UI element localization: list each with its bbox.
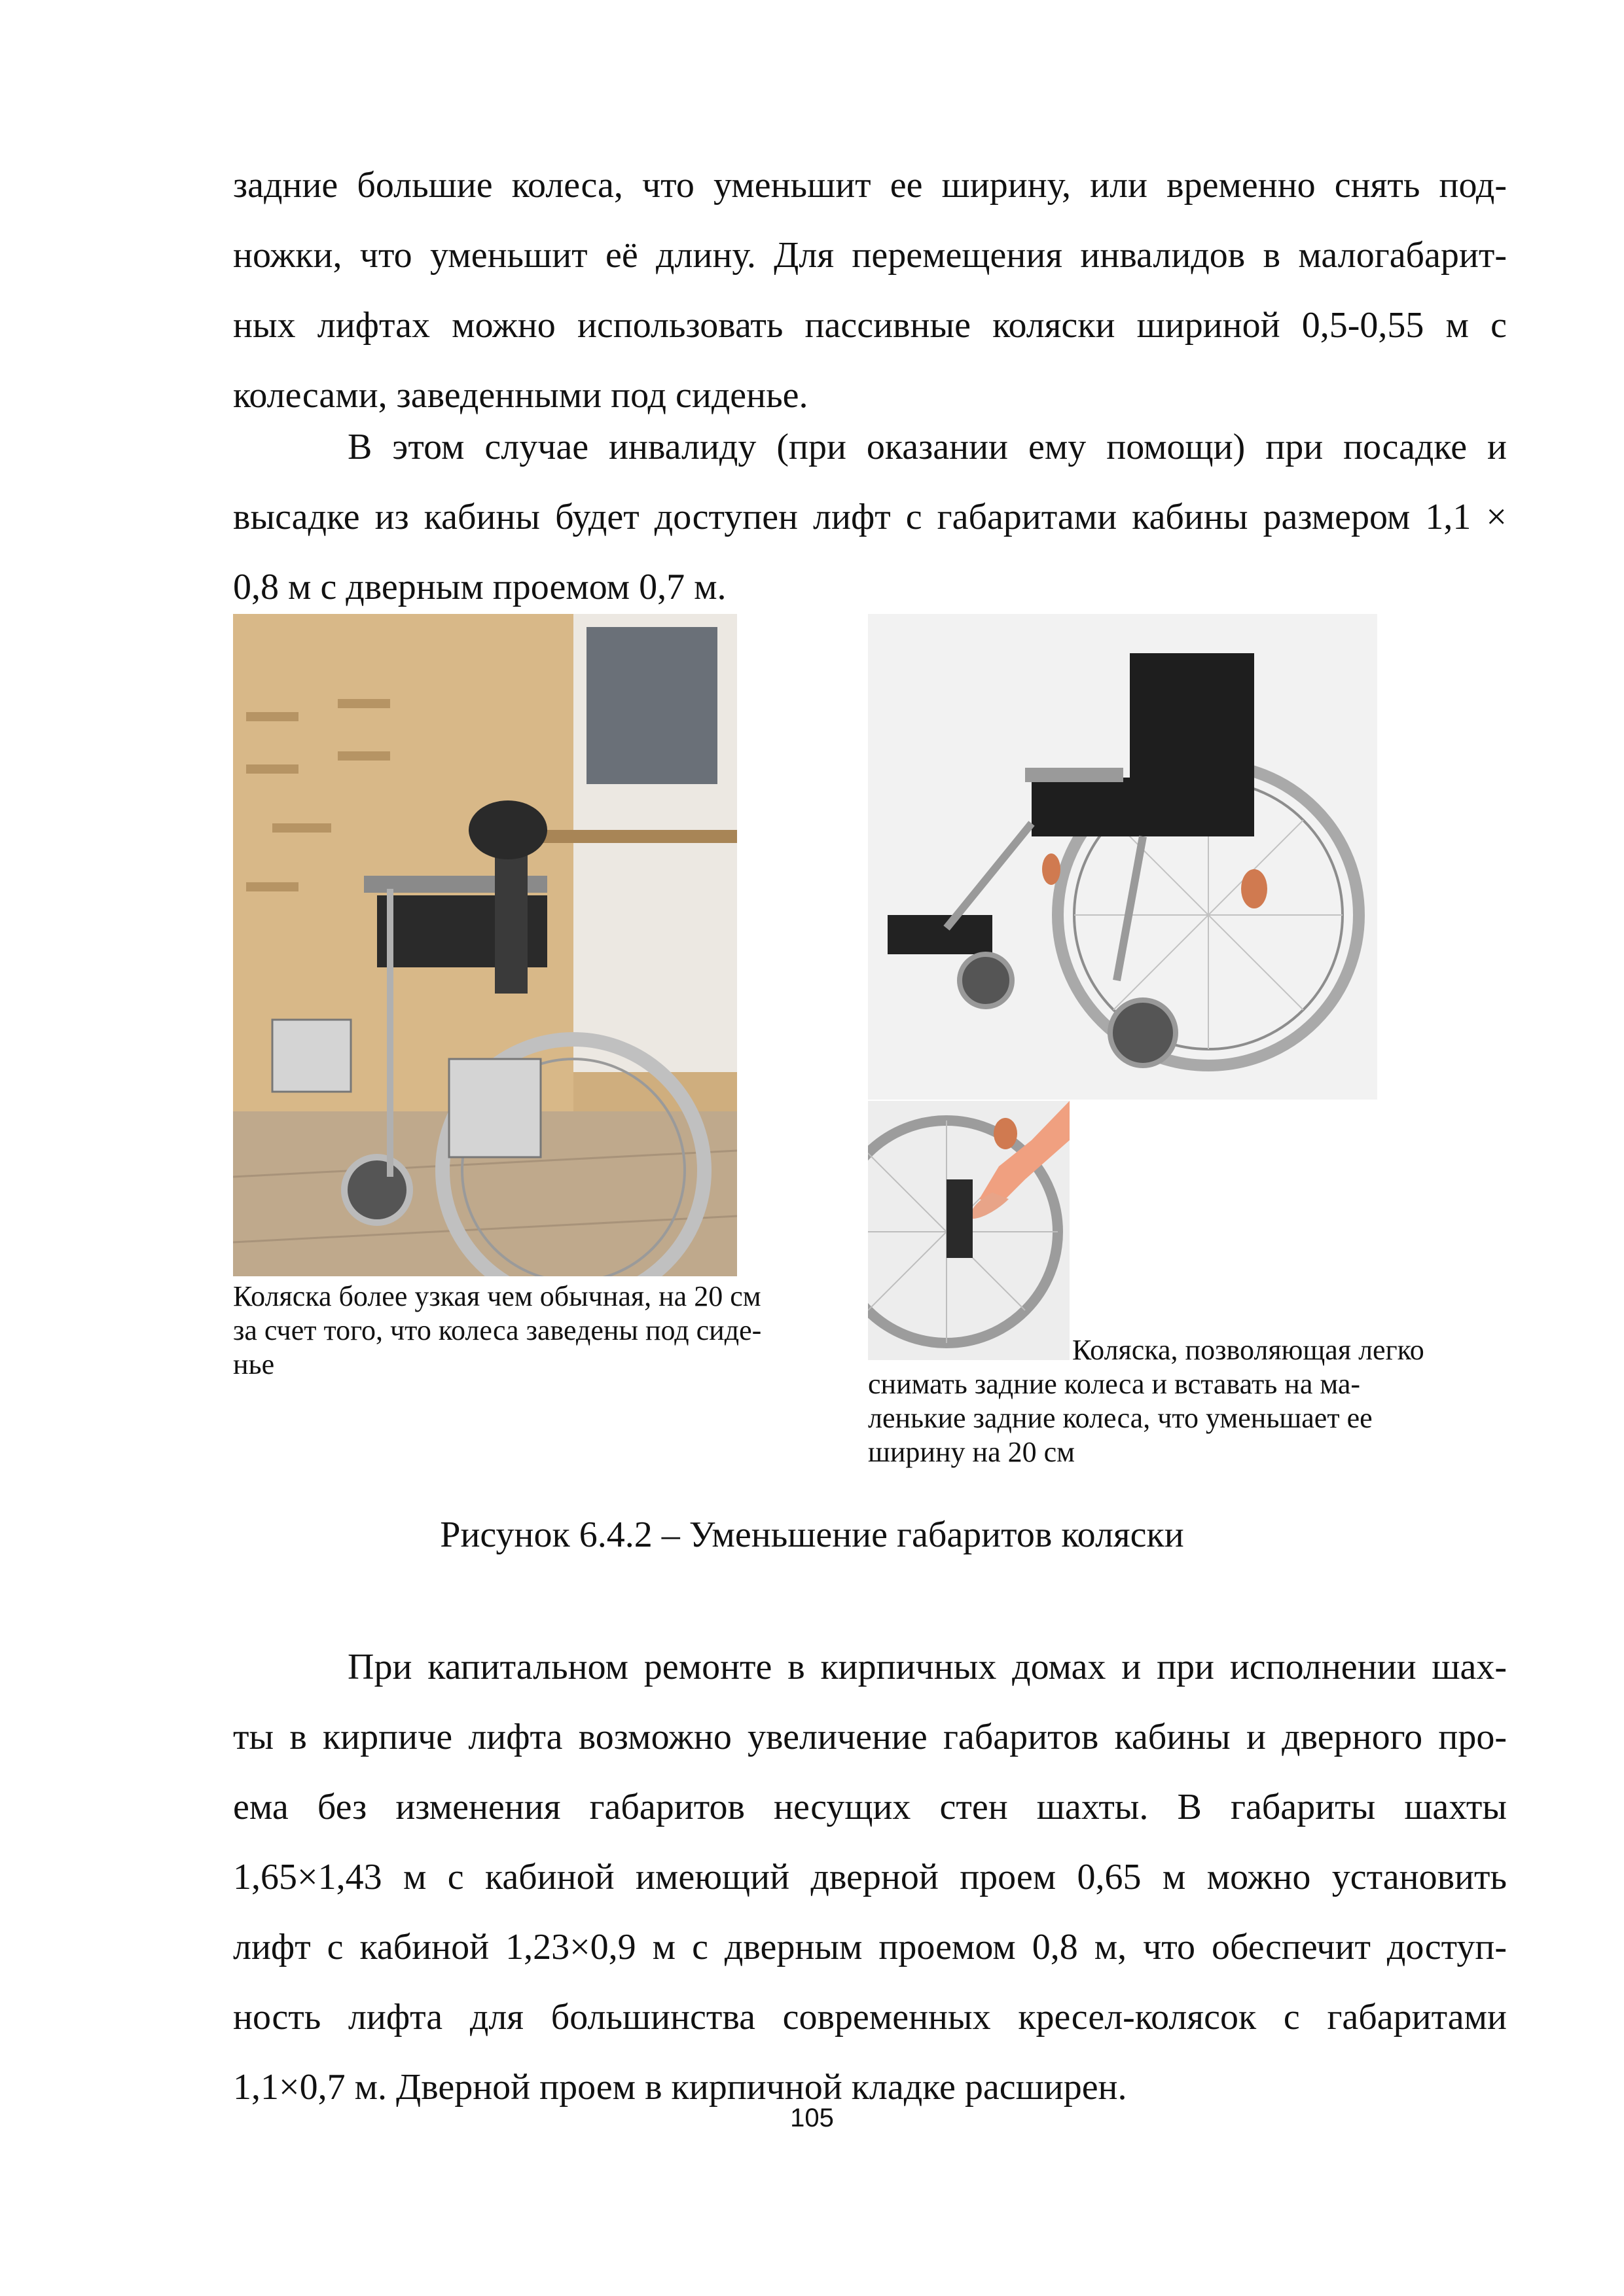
- text-line: При капитальном ремонте в кирпичных домах и при исполнении шах-: [348, 1647, 1507, 1687]
- figure-title: Рисунок 6.4.2 – Уменьшение габаритов коляски: [440, 1515, 1184, 1555]
- left-photo-caption: [233, 1280, 822, 1382]
- text-line: задние большие колеса, что уменьшит ее ширину, или временно снять под-: [233, 165, 1507, 206]
- caption-line: ленькие задние колеса, что уменьшает ее: [868, 1402, 1373, 1434]
- narrow-wheelchair-photo: [233, 614, 737, 1276]
- text-line: В этом случае инвалиду (при оказании ему помощи) при посадке и: [348, 427, 1507, 467]
- caption-line: Коляска более узкая чем обычная, на 20 см: [233, 1280, 761, 1312]
- text-line: 0,8 м с дверным проемом 0,7 м.: [233, 567, 727, 607]
- removable-wheel-wheelchair-photo: [868, 614, 1377, 1100]
- text-line: ножки, что уменьшит её длину. Для перемещения инвалидов в малогабарит-: [233, 235, 1507, 276]
- paragraph-3: [233, 1632, 1507, 2123]
- caption-line: снимать задние колеса и вставать на ма-: [868, 1368, 1361, 1400]
- caption-line: за счет того, что колеса заведены под сиде-: [233, 1314, 762, 1346]
- right-photo-caption-first-line: Коляска, позволяющая легко: [1072, 1334, 1424, 1366]
- text-line: высадке из кабины будет доступен лифт с габаритами кабины размером 1,1 ×: [233, 497, 1507, 537]
- paragraph-2: [233, 412, 1507, 622]
- text-line: лифт с кабиной 1,23×0,9 м с дверным проемом 0,8 м, что обеспечит доступ-: [233, 1927, 1507, 1967]
- text-line: 1,65×1,43 м с кабиной имеющий дверной проем 0,65 м можно установить: [233, 1857, 1507, 1897]
- caption-line: ширину на 20 см: [868, 1436, 1075, 1468]
- page-number: 105: [790, 2104, 834, 2132]
- text-line: ность лифта для большинства современных кресел-колясок с габаритами: [233, 1997, 1507, 2037]
- wheel-removal-photo: [868, 1101, 1070, 1360]
- caption-line: нье: [233, 1348, 275, 1380]
- paragraph-1: [233, 151, 1507, 431]
- right-photo-caption: [868, 1367, 1490, 1469]
- text-line: ных лифтах можно использовать пассивные коляски шириной 0,5-0,55 м с: [233, 305, 1507, 346]
- text-line: колесами, заведенными под сиденье.: [233, 375, 808, 416]
- text-line: ты в кирпиче лифта возможно увеличение габаритов кабины и дверного про-: [233, 1717, 1507, 1757]
- text-line: 1,1×0,7 м. Дверной проем в кирпичной кладке расширен.: [233, 2067, 1127, 2108]
- text-line: ема без изменения габаритов несущих стен шахты. В габариты шахты: [233, 1787, 1507, 1827]
